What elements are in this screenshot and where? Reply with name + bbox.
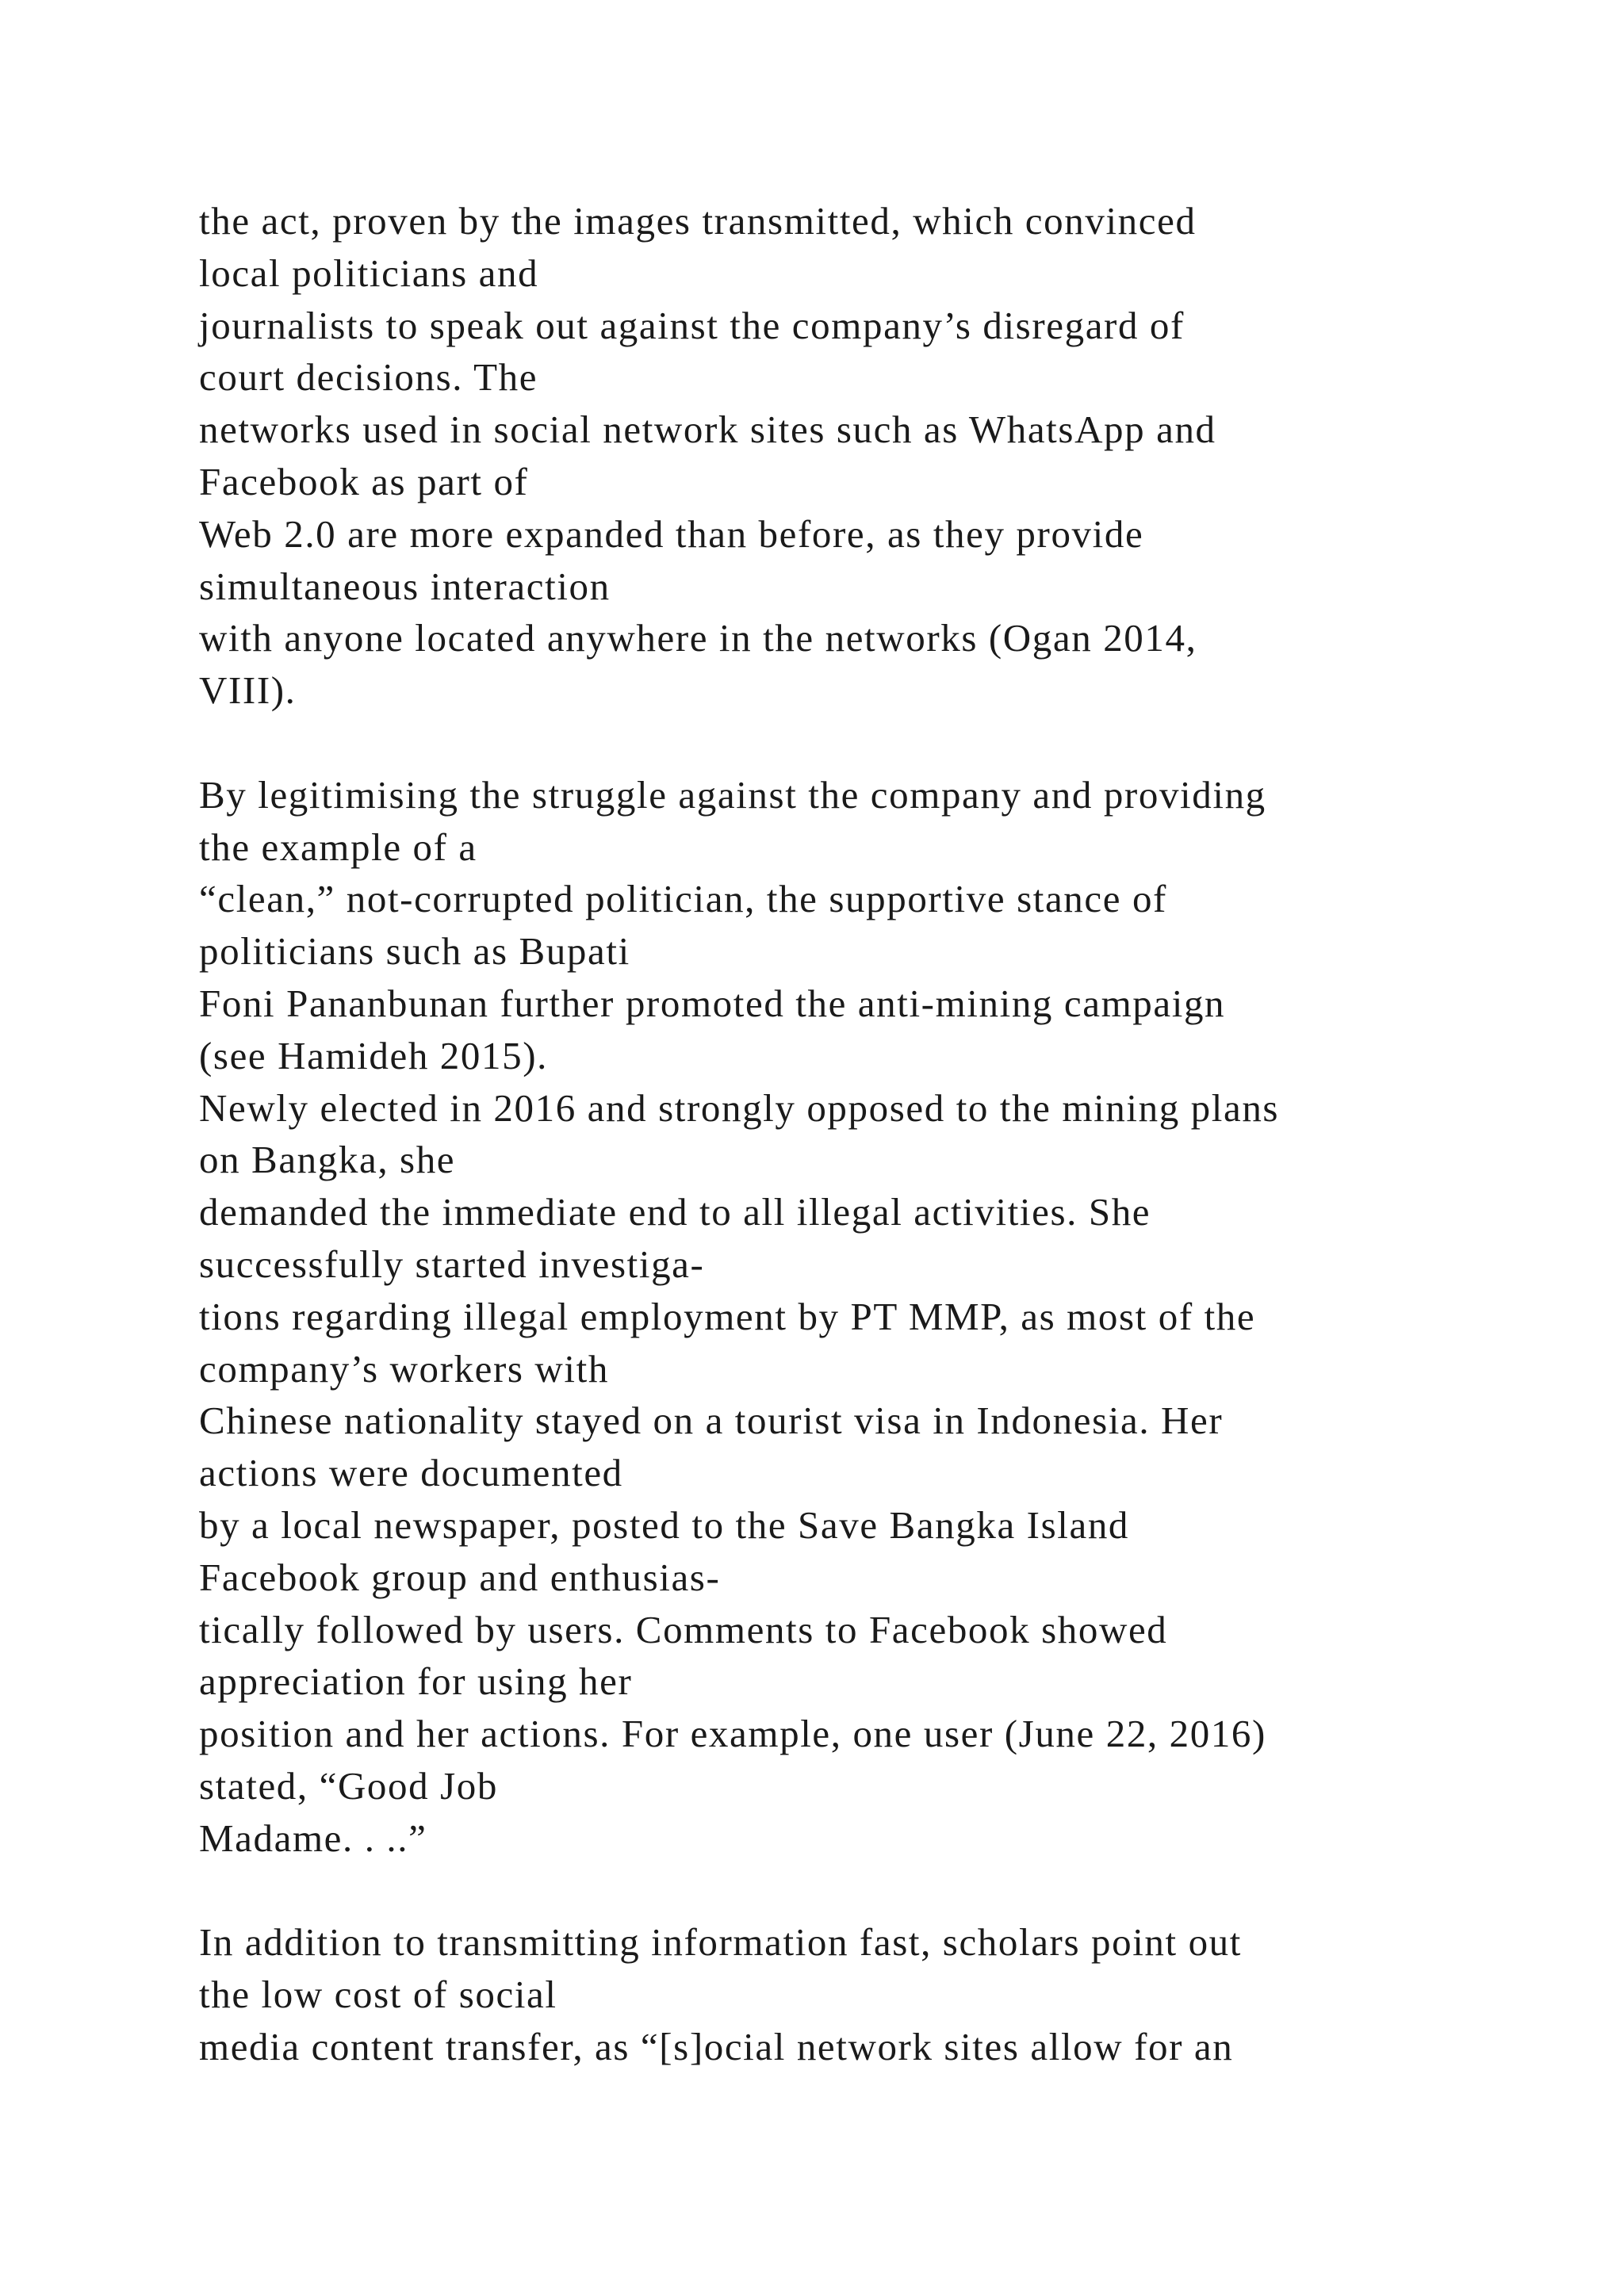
paragraph-1 <box>199 195 1547 717</box>
text-line: by a local newspaper, posted to the Save Bangka Island <box>199 1502 1130 1547</box>
text-line: appreciation for using her <box>199 1659 633 1704</box>
text-line: Madame. . ..” <box>199 1816 427 1860</box>
text-line: (see Hamideh 2015). <box>199 1033 548 1077</box>
text-line: Chinese nationality stayed on a tourist visa in Indonesia. Her <box>199 1399 1224 1443</box>
text-line: the example of a <box>199 825 477 869</box>
text-line: “clean,” not-corrupted politician, the supportive stance of <box>199 877 1167 921</box>
text-line: politicians such as Bupati <box>199 929 630 974</box>
text-line: By legitimising the struggle against the company and providing <box>199 772 1266 817</box>
text-line: VIII). <box>199 668 297 713</box>
text-line: stated, “Good Job <box>199 1763 498 1808</box>
text-line: successfully started investiga- <box>199 1242 705 1286</box>
text-line: tically followed by users. Comments to Facebook showed <box>199 1607 1168 1651</box>
text-line: on Bangka, she <box>199 1138 456 1182</box>
text-line: media content transfer, as “[s]ocial network sites allow for an <box>199 2024 1234 2068</box>
text-line: In addition to transmitting information fast, scholars point out <box>199 1920 1242 1965</box>
paragraph-3 <box>199 1916 1547 2072</box>
text-line: the low cost of social <box>199 1973 557 2017</box>
text-line: tions regarding illegal employment by PT MMP, as most of the <box>199 1294 1256 1338</box>
text-line: Facebook as part of <box>199 459 529 503</box>
text-line: local politicians and <box>199 251 539 295</box>
text-line: position and her actions. For example, one user (June 22, 2016) <box>199 1712 1266 1756</box>
text-line: Web 2.0 are more expanded than before, as they provide <box>199 511 1144 556</box>
text-line: Foni Pananbunan further promoted the anti-mining campaign <box>199 981 1226 1025</box>
text-line: Newly elected in 2016 and strongly opposed to the mining plans <box>199 1085 1280 1130</box>
text-line: with anyone located anywhere in the networks (Ogan 2014, <box>199 616 1197 660</box>
text-line: court decisions. The <box>199 355 538 400</box>
text-line: actions were documented <box>199 1451 623 1495</box>
paragraph-2 <box>199 769 1547 1865</box>
paragraph-gap <box>199 1865 1547 1917</box>
paragraph-gap <box>199 717 1547 769</box>
text-line: company’s workers with <box>199 1346 609 1391</box>
text-line: simultaneous interaction <box>199 564 611 608</box>
document-body <box>199 195 1547 2073</box>
text-line: journalists to speak out against the company’s disregard of <box>199 303 1185 347</box>
text-line: networks used in social network sites such as WhatsApp and <box>199 408 1216 452</box>
text-line: the act, proven by the images transmitted, which convinced <box>199 199 1197 243</box>
text-line: demanded the immediate end to all illegal activities. She <box>199 1190 1151 1234</box>
text-line: Facebook group and enthusias- <box>199 1555 721 1599</box>
